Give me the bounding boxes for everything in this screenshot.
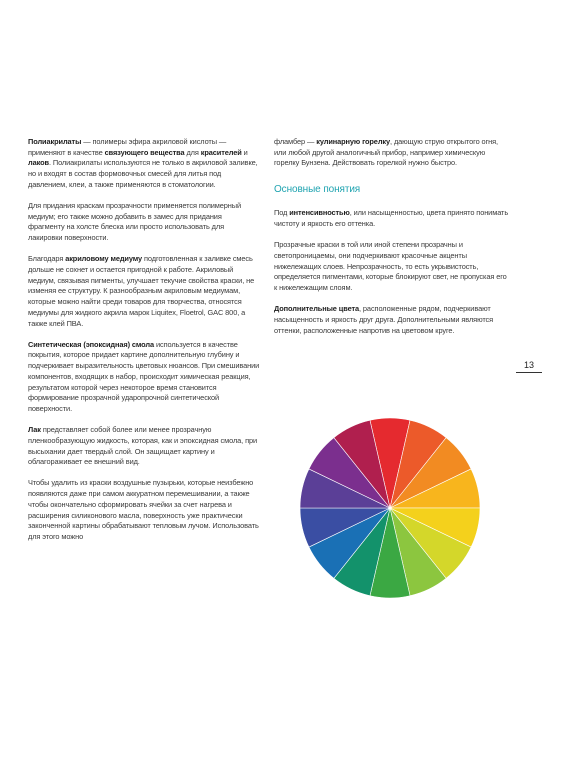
paragraph-p6 — [28, 478, 260, 542]
page-number-marker — [516, 360, 542, 373]
text-run: и — [241, 147, 248, 157]
bold-term: Синтетическая (эпоксидная) смола — [28, 339, 155, 349]
paragraph-p9 — [274, 240, 510, 294]
text-run: Для придания краскам прозрачности применяется полимерный медиум; его также можно добавить в замес для придания фрагменту на холсте блеска или просто использовать для лакировки поверхности. — [28, 201, 242, 243]
paragraph-p10 — [274, 304, 510, 336]
bold-term: Лак — [28, 425, 41, 435]
text-run: Благодаря — [28, 254, 66, 264]
section-heading: Основные понятия — [274, 183, 361, 195]
text-run: подготовленная к заливке смесь дольше не сохнет и остается пригодной к работе. Акриловый медиум, связывая пигменты, улучшает текучие свойства краски, не изменяя ее структуру. К разнообразным акриловым медиумам, которые можно найти среди товаров для творчества, относятся медиумы для жидкого акрила марок Liquitex, Floetrol, GAC 800, а также клей ПВА. — [28, 254, 255, 328]
text-run: фламбер — — [274, 137, 317, 146]
page-number-rule — [516, 372, 542, 373]
paragraph-p4 — [28, 340, 260, 415]
paragraph-p5 — [28, 425, 260, 468]
page-number: 13 — [523, 360, 534, 370]
right-column — [274, 137, 510, 347]
paragraph-p1 — [28, 137, 260, 191]
bold-term: Дополнительные цвета — [274, 304, 360, 314]
text-run: Чтобы удалить из краски воздушные пузырьки, которые неизбежно появляются даже при самом аккуратном перемешивании, а также чтобы окончательно сформировать ячейки за счет нагрева и расширения силиконового масла, поверхность уже практически законченной картины обрабатывают тепловым лучом. Использовать для этого можно — [28, 478, 259, 541]
bold-term: акриловому медиуму — [65, 254, 143, 264]
paragraph-p3 — [28, 254, 260, 329]
intro-paragraph — [274, 137, 510, 169]
text-run: представляет собой более или менее прозрачную пленкообразующую жидкость, которая, как и эпоксидная смола, при высыхании дает твердый слой. Он защищает картину и облагораживает ее внешний вид. — [28, 425, 258, 467]
text-run: , расположенные рядом, подчеркивают насыщенность и яркость друг друга. Дополнительными являются оттенки, расположенные напротив на цветовом круге. — [274, 304, 494, 335]
bold-term: Полиакрилаты — [28, 137, 82, 146]
text-run: для — [184, 147, 201, 157]
color-wheel — [299, 417, 481, 599]
text-run: . Полиакрилаты используются не только в акриловой заливке, но и входят в состав формовочных смесей для литья под давлением, клеи, а также применяются в стоматологии. — [28, 158, 258, 189]
paragraph-p2 — [28, 201, 260, 244]
paragraph-p8 — [274, 208, 510, 229]
paragraph-p7 — [274, 137, 510, 169]
text-run: , или насыщенностью, цвета принято понимать чистоту и яркость его оттенка. — [274, 208, 509, 229]
bold-term: красителей — [200, 147, 242, 157]
text-run: — полимеры эфира акриловой кислоты — применяют в качестве — [28, 137, 227, 157]
text-run: Под — [274, 208, 290, 218]
text-run: Прозрачные краски в той или иной степени прозрачны и светопроницаемы, они подчеркивают красочные акценты нижележащих слоев. Непрозрачность, то есть укрывистость, определяется пигментами, которые блокируют свет, не пропуская его к нижележащим слоям. — [274, 240, 507, 293]
bold-term: кулинарную горелку — [316, 137, 391, 146]
bold-term: лаков — [28, 158, 49, 168]
bold-term: интенсивностью — [289, 208, 350, 218]
right-paragraphs — [274, 208, 510, 336]
left-column — [28, 137, 260, 553]
bold-term: связующего вещества — [104, 147, 185, 157]
text-run: используется в качестве покрытия, которое придает картине дополнительную глубину и подчеркивает выразительность цветовых нюансов. При смешивании компонентов, входящих в набор, происходит химическая реакция, результатом которой через некоторое время становится формирование прозрачной ударопрочной синтетической поверхности. — [28, 339, 260, 413]
text-run: , дающую струю открытого огня, или любой другой аналогичный прибор, например химическую горелку Бунзена. Действовать горелкой нужно быстро. — [274, 137, 498, 168]
